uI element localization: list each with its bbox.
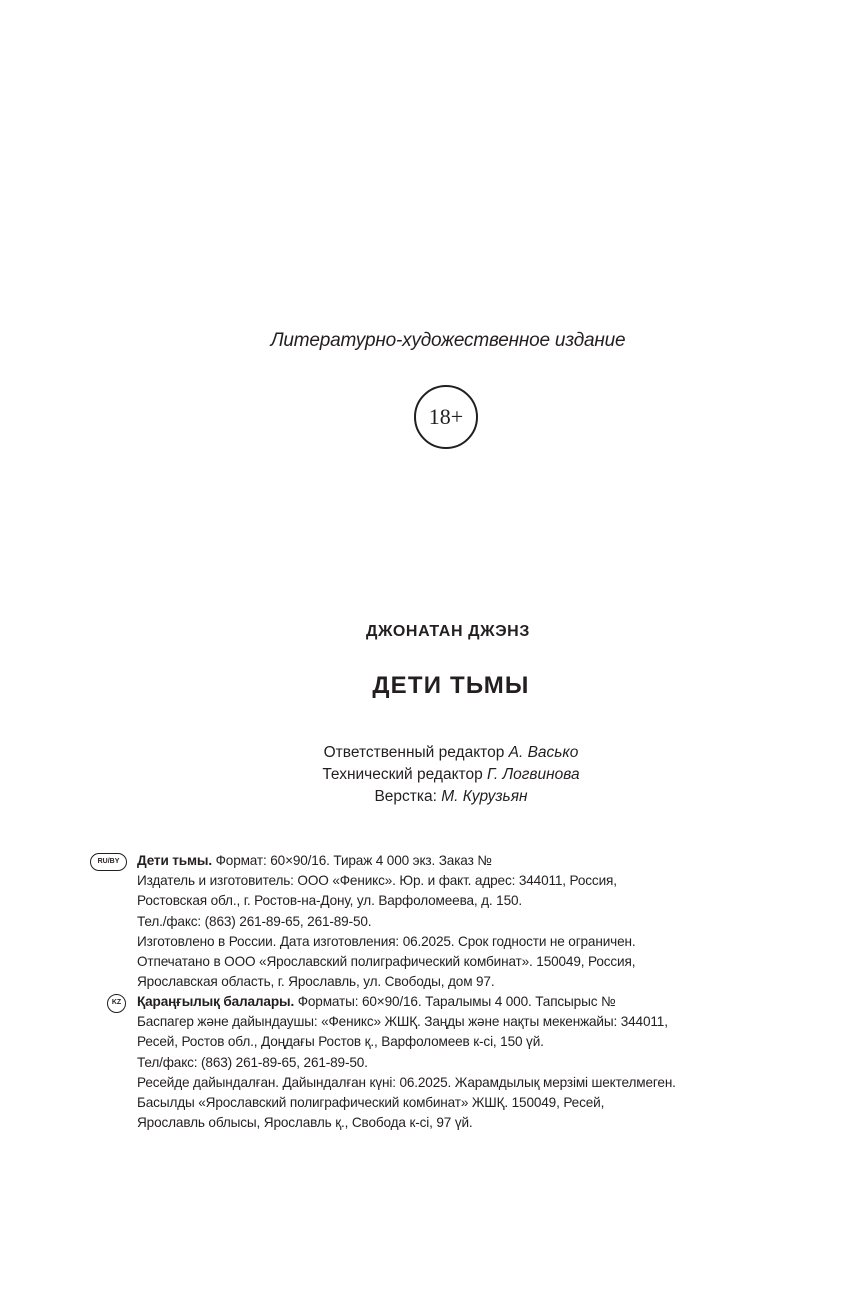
credit-line-layout [0, 786, 856, 808]
imprint-line: Басылды «Ярославский полиграфический комбинат» ЖШҚ. 150049, Ресей, [137, 1095, 605, 1111]
imprint-title: Дети тьмы. [137, 853, 212, 868]
imprint-line: Тел./факс: (863) 261-89-65, 261-89-50. [137, 913, 372, 929]
imprint-kz [0, 992, 856, 1133]
imprint-line: Ярославская область, г. Ярославль, ул. Свободы, дом 97. [137, 974, 495, 990]
imprint-line: Баспагер және дайындаушы: «Феникс» ЖШҚ. Заңды және нақты мекенжайы: 344011, [137, 1014, 668, 1030]
credit-name: А. Васько [508, 744, 579, 761]
author-name: ДЖОНАТАН ДЖЭНЗ [366, 623, 530, 640]
imprint-lead-line [0, 851, 856, 871]
imprint-line: Изготовлено в России. Дата изготовления: 06.2025. Срок годности не ограничен. [137, 933, 636, 949]
imprint-line: Ресей, Ростов обл., Доңдағы Ростов қ., Варфоломеев к-сі, 150 үй. [137, 1034, 544, 1050]
imprint-line: Издатель и изготовитель: ООО «Феникс». Юр. и факт. адрес: 344011, Россия, [137, 873, 617, 889]
imprint-line: Тел/факс: (863) 261-89-65, 261-89-50. [137, 1054, 368, 1070]
imprint-line: Ярославль облысы, Ярославль қ., Свобода к-сі, 97 үй. [137, 1115, 473, 1131]
imprint-lead-line [0, 992, 856, 1012]
imprint-line: Ростовская обл., г. Ростов-на-Дону, ул. Варфоломеева, д. 150. [137, 893, 523, 909]
credit-role: Технический редактор [322, 766, 483, 783]
credit-line-editor [0, 742, 856, 764]
genre-label: Литературно-художественное издание [270, 330, 626, 351]
book-title: ДЕТИ ТЬМЫ [372, 672, 530, 699]
credit-name: М. Курузьян [441, 788, 528, 805]
imprint-title: Қараңғылық балалары. [137, 994, 295, 1009]
age-rating-badge: 18+ [414, 385, 478, 449]
credits-block [0, 742, 856, 808]
credit-name: Г. Логвинова [487, 766, 580, 783]
imprint-lead-text: Формат: 60×90/16. Тираж 4 000 экз. Заказ № [211, 853, 492, 868]
credit-role: Ответственный редактор [323, 744, 505, 761]
credit-role: Верстка: [374, 788, 437, 805]
language-mark-ru-icon: RU/BY [90, 853, 127, 871]
imprint-lead-text: Форматы: 60×90/16. Таралымы 4 000. Тапсырыс № [294, 994, 616, 1009]
imprint-line: Ресейде дайындалған. Дайындалған күні: 06.2025. Жарамдылық мерзімі шектелмеген. [137, 1074, 676, 1090]
imprint-ru [0, 851, 856, 992]
language-mark-kz-icon: KZ [107, 994, 126, 1013]
credit-line-tech-editor [0, 764, 856, 786]
imprint-line: Отпечатано в ООО «Ярославский полиграфический комбинат». 150049, Россия, [137, 954, 636, 970]
